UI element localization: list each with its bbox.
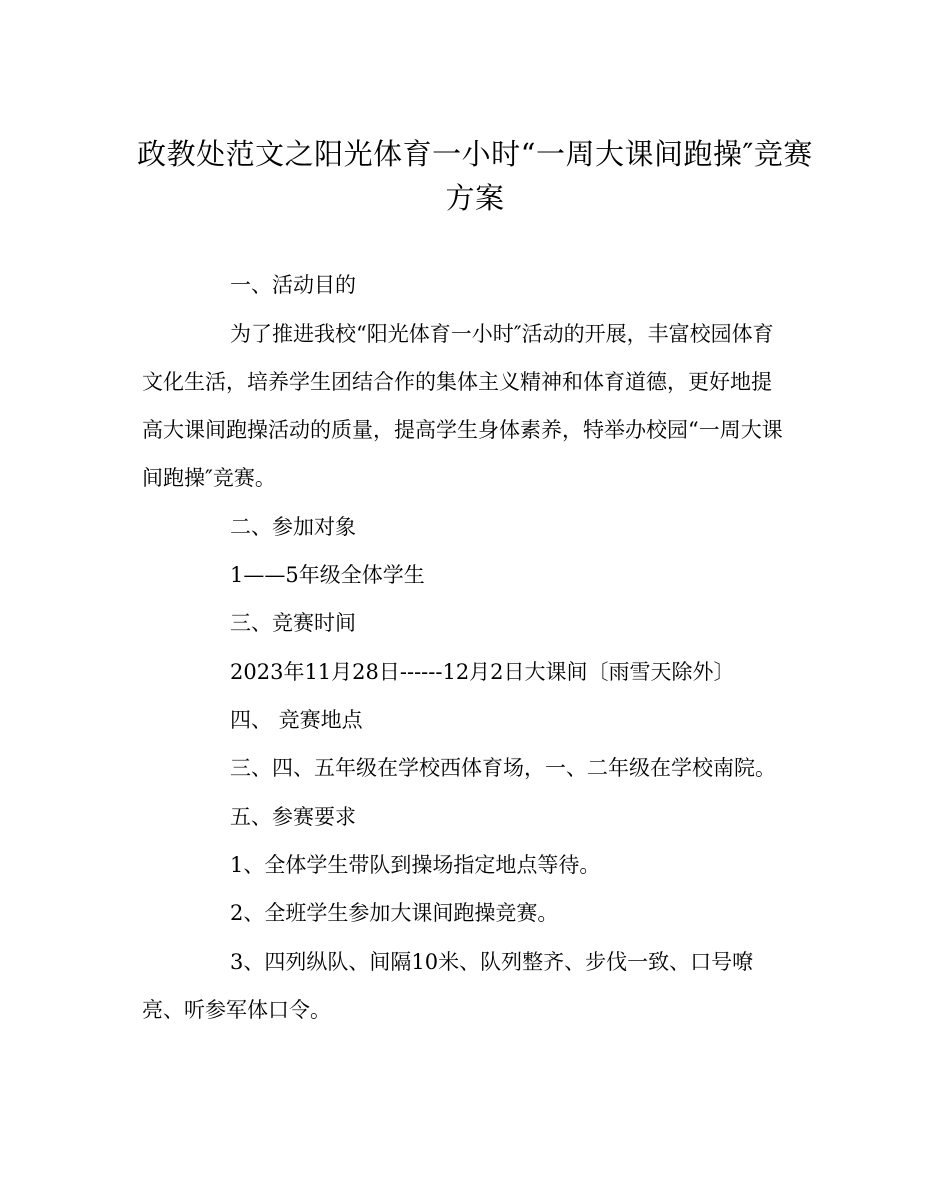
list-item: 1、全体学生带队到操场指定地点等待。: [230, 853, 601, 877]
section-heading-location: 四、 竞赛地点: [230, 708, 363, 732]
list-item: 3、四列纵队、间隔10米、队列整齐、步伐一致、口号嘹: [230, 950, 754, 974]
title-line-1: 政教处范文之阳光体育一小时“一周大课间跑操″竞赛: [137, 137, 813, 171]
list-item-continuation: 亮、听参军体口令。: [142, 998, 331, 1022]
paragraph-line: 2023年11月28日------12月2日大课间〔雨雪天除外〕: [230, 660, 735, 684]
paragraph-line: 为了推进我校“阳光体育一小时″活动的开展，丰富校园体育: [230, 322, 774, 346]
paragraph-line: 间跑操″竞赛。: [142, 466, 276, 490]
document-title: [120, 132, 830, 220]
paragraph-line: 三、四、五年级在学校西体育场，一、二年级在学校南院。: [230, 756, 776, 780]
section-heading-requirements: 五、参赛要求: [230, 805, 356, 829]
paragraph-line: 文化生活，培养学生团结合作的集体主义精神和体育道德，更好地提: [142, 370, 772, 394]
paragraph-line: 1——5年级全体学生: [230, 563, 425, 587]
list-item: 2、全班学生参加大课间跑操竞赛。: [230, 901, 559, 925]
section-heading-purpose: 一、活动目的: [230, 273, 356, 297]
paragraph-line: 高大课间跑操活动的质量，提高学生身体素养，特举办校园“一周大课: [142, 418, 783, 442]
title-line-2: 方案: [445, 181, 505, 215]
section-heading-time: 三、竞赛时间: [230, 611, 356, 635]
section-heading-participants: 二、参加对象: [230, 515, 356, 539]
